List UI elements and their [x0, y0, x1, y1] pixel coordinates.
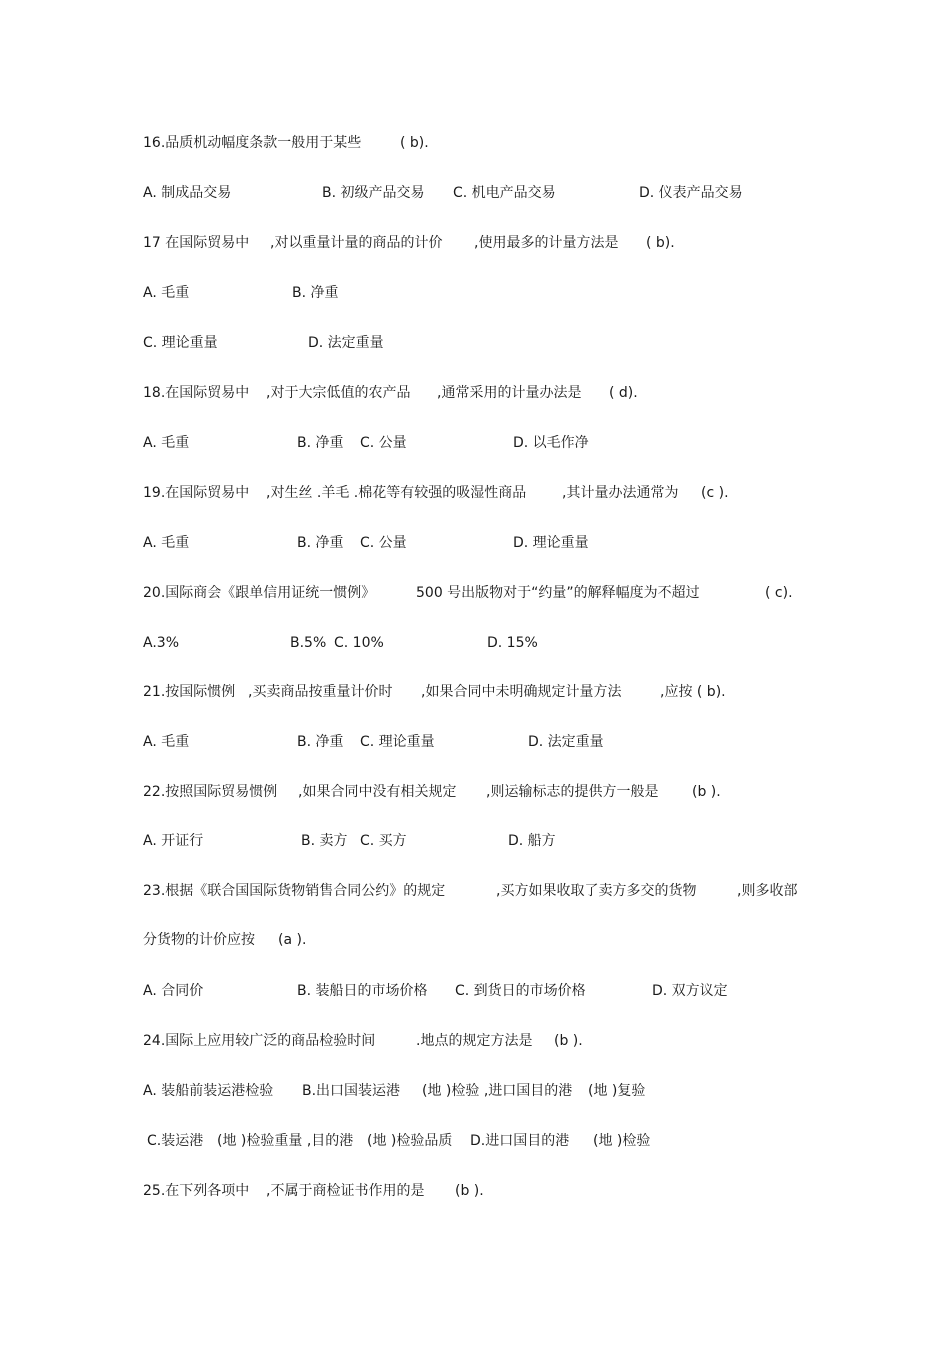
- option-d: D. 法定重量: [528, 734, 604, 750]
- option-c: C. 公量: [360, 435, 407, 451]
- question-text: 500 号出版物对于“约量”的解释幅度为不超过: [416, 585, 700, 601]
- option-d: D.进口国目的港: [470, 1133, 570, 1149]
- option-b: B.5%: [290, 635, 327, 651]
- question-19-stem: [0, 483, 950, 503]
- option-b: B. 净重: [297, 734, 344, 750]
- option-b-detail: (地 )复验: [588, 1083, 646, 1099]
- question-25-stem: [0, 1181, 950, 1201]
- answer-key: ( b).: [646, 235, 675, 251]
- option-b: B. 净重: [297, 535, 344, 551]
- question-text: ,对生丝 .羊毛 .棉花等有较强的吸湿性商品: [266, 485, 527, 501]
- question-text: ,其计量办法通常为: [562, 485, 679, 501]
- option-b-detail: (地 )检验 ,进口国目的港: [422, 1083, 573, 1099]
- option-a: A. 毛重: [143, 285, 190, 301]
- answer-key: ( d).: [609, 385, 638, 401]
- answer-key: (c ).: [701, 485, 729, 501]
- question-text: 20.国际商会《跟单信用证统一惯例》: [143, 585, 376, 601]
- option-c: C. 到货日的市场价格: [455, 983, 586, 999]
- option-c: C. 机电产品交易: [453, 185, 556, 201]
- question-17-options-2: [0, 333, 950, 353]
- question-23-stem: [0, 881, 950, 901]
- question-text: ,则运输标志的提供方一般是: [486, 784, 659, 800]
- option-b: B. 装船日的市场价格: [297, 983, 428, 999]
- question-18-stem: [0, 383, 950, 403]
- option-d: D. 船方: [508, 833, 556, 849]
- option-b: B. 卖方: [301, 833, 348, 849]
- option-b: B. 净重: [297, 435, 344, 451]
- question-text: 21.按国际惯例: [143, 684, 236, 700]
- question-16-options: [0, 183, 950, 203]
- question-text: 25.在下列各项中: [143, 1183, 250, 1199]
- option-d: D. 理论重量: [513, 535, 589, 551]
- option-a: A. 装船前装运港检验: [143, 1083, 274, 1099]
- option-a: A. 制成品交易: [143, 185, 232, 201]
- question-24-stem: [0, 1031, 950, 1051]
- question-text: ,买卖商品按重量计价时: [248, 684, 393, 700]
- question-text: ,不属于商检证书作用的是: [266, 1183, 425, 1199]
- option-c: C. 理论重量: [143, 335, 218, 351]
- question-23-options: [0, 981, 950, 1001]
- question-text: 19.在国际贸易中: [143, 485, 250, 501]
- question-20-stem: [0, 583, 950, 603]
- option-b: B. 初级产品交易: [322, 185, 425, 201]
- question-18-options: [0, 433, 950, 453]
- answer-key: (b ).: [554, 1033, 583, 1049]
- option-c-detail: (地 )检验品质: [367, 1133, 453, 1149]
- question-text: 16.品质机动幅度条款一般用于某些: [143, 135, 362, 151]
- option-d: D. 法定重量: [308, 335, 384, 351]
- answer-key: (b ).: [455, 1183, 484, 1199]
- option-c: C. 公量: [360, 535, 407, 551]
- answer-key: ( c).: [765, 585, 793, 601]
- option-a: A. 开证行: [143, 833, 204, 849]
- question-text: ,使用最多的计量方法是: [474, 235, 619, 251]
- question-text: ,对以重量计量的商品的计价: [270, 235, 443, 251]
- answer-key: (b ).: [692, 784, 721, 800]
- question-text: 23.根据《联合国国际货物销售合同公约》的规定: [143, 883, 446, 899]
- question-text: ,买方如果收取了卖方多交的货物: [496, 883, 697, 899]
- option-b: B. 净重: [292, 285, 339, 301]
- question-24-options-2: [0, 1131, 950, 1151]
- option-c: C. 理论重量: [360, 734, 435, 750]
- option-c: C. 买方: [360, 833, 407, 849]
- answer-key: ,应按 ( b).: [660, 684, 726, 700]
- option-c: C. 10%: [334, 635, 384, 651]
- option-c-detail: (地 )检验重量 ,目的港: [217, 1133, 354, 1149]
- option-a: A.3%: [143, 635, 179, 651]
- question-text: .地点的规定方法是: [416, 1033, 533, 1049]
- option-d-detail: (地 )检验: [593, 1133, 651, 1149]
- option-a: A. 毛重: [143, 535, 190, 551]
- question-text: 24.国际上应用较广泛的商品检验时间: [143, 1033, 376, 1049]
- option-a: A. 毛重: [143, 435, 190, 451]
- answer-key: (a ).: [278, 932, 307, 948]
- question-21-stem: [0, 682, 950, 702]
- option-d: D. 15%: [487, 635, 538, 651]
- question-19-options: [0, 533, 950, 553]
- question-23-stem-continued: [0, 930, 950, 950]
- option-b: B.出口国装运港: [302, 1083, 401, 1099]
- question-21-options: [0, 732, 950, 752]
- question-24-options: [0, 1081, 950, 1101]
- answer-key: ( b).: [400, 135, 429, 151]
- question-22-options: [0, 831, 950, 851]
- question-text: ,对于大宗低值的农产品: [266, 385, 411, 401]
- question-20-options: [0, 633, 950, 653]
- question-text: ,如果合同中没有相关规定: [298, 784, 457, 800]
- question-text: ,如果合同中未明确规定计量方法: [421, 684, 622, 700]
- option-c: C.装运港: [147, 1133, 204, 1149]
- question-17-stem: [0, 233, 950, 253]
- option-a: A. 合同价: [143, 983, 204, 999]
- question-text: 17 在国际贸易中: [143, 235, 250, 251]
- question-text: 18.在国际贸易中: [143, 385, 250, 401]
- question-text: 分货物的计价应按: [143, 932, 255, 948]
- option-d: D. 仪表产品交易: [639, 185, 743, 201]
- option-d: D. 双方议定: [652, 983, 728, 999]
- question-text: ,通常采用的计量办法是: [437, 385, 582, 401]
- question-16-stem: [0, 133, 950, 153]
- question-17-options: [0, 283, 950, 303]
- question-text: ,则多收部: [737, 883, 798, 899]
- question-text: 22.按照国际贸易惯例: [143, 784, 278, 800]
- question-22-stem: [0, 782, 950, 802]
- option-d: D. 以毛作净: [513, 435, 589, 451]
- option-a: A. 毛重: [143, 734, 190, 750]
